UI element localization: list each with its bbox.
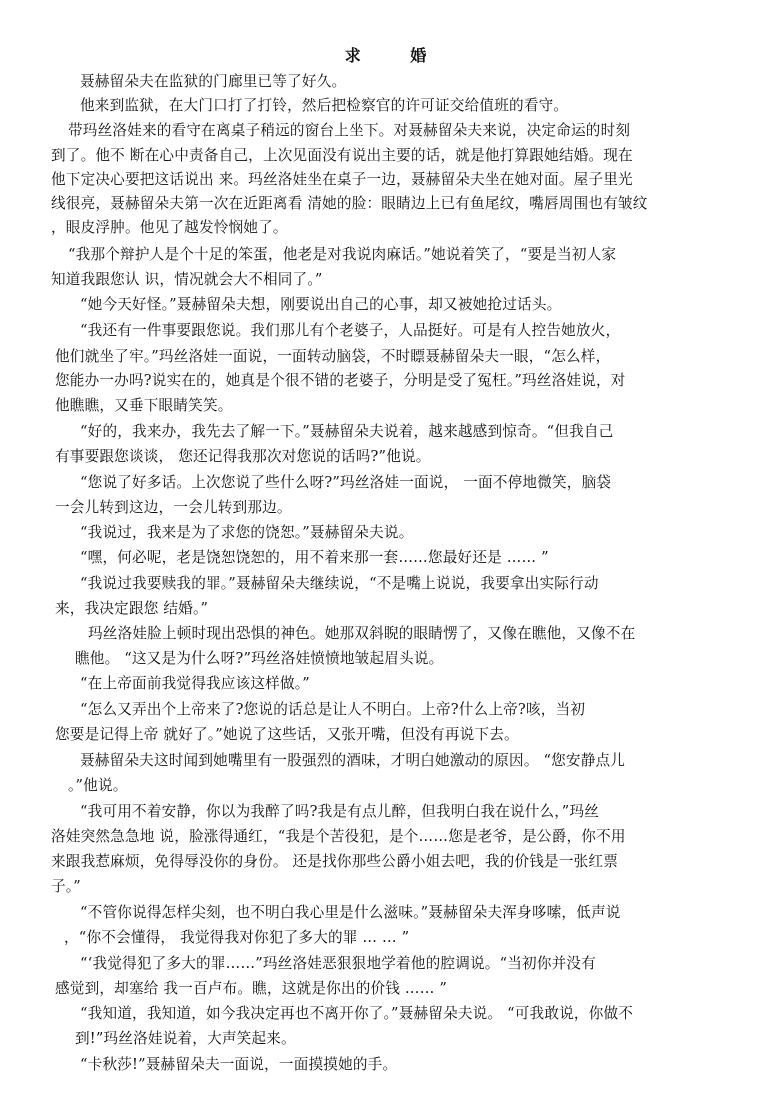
text-line: “‘我觉得犯了多大的罪……”玛丝洛娃恶狠狠地学着他的腔调说。“当初你并没有 <box>80 955 597 972</box>
text-line: 他下定决心要把这话说出 来。玛丝洛娃坐在桌子一边，聂赫留朵夫坐在她对面。屋子里光 <box>51 171 633 188</box>
text-line: 到了。他不 断在心中责备自己，上次见面没有说出主要的话，就是他打算跟她结婚。现在 <box>51 147 633 164</box>
text-line: “她今天好怪。”聂赫留朵夫想，刚要说出自己的心事，却又被她抢过话头。 <box>80 296 562 313</box>
text-line: 一会儿转到这边，一会儿转到那边。 <box>55 499 292 516</box>
text-line: 他们就坐了牢。”玛丝洛娃一面说，一面转动脑袋，不时瞟聂赫留朵夫一眼，“怎么样， <box>55 348 611 365</box>
document-title: 求 婚 <box>344 46 449 65</box>
text-line: “怎么又弄出个上帝来了?您说的话总是让人不明白。上帝?什么上帝?咳，当初 <box>80 701 586 718</box>
text-line: “我还有一件事要跟您说。我们那儿有个老婆子，人品挺好。可是有人控告她放火， <box>80 322 621 339</box>
text-line: 子。” <box>51 878 81 895</box>
text-line: “我可用不着安静，你以为我醉了吗?我是有点儿醉，但我明白我在说什么，”玛丝 <box>80 803 600 820</box>
text-line: 知道我跟您认 识，情况就会大不相同了。” <box>51 271 323 288</box>
text-line: ，眼皮浮肿。他见了越发怜悯她了。 <box>51 219 288 236</box>
text-line: “不管你说得怎样尖刻，也不明白我心里是什么滋味。”聂赫留朵夫浑身哆嗦，低声说 <box>80 904 621 921</box>
text-line: 聂赫留朵夫在监狱的门廊里已等了好久。 <box>80 73 347 90</box>
text-line: 。”他说。 <box>68 777 128 794</box>
text-line: “好的，我来办，我先去了解一下。”聂赫留朵夫说着，越来越感到惊奇。“但我自己 <box>80 423 614 440</box>
text-line: 玛丝洛娃脸上顿时现出恐惧的神色。她那双斜睨的眼睛愣了，又像在瞧他，又像不在 <box>88 625 636 642</box>
text-line: “卡秋莎!”聂赫留朵夫一面说，一面摸摸她的手。 <box>80 1056 398 1073</box>
text-line: 感觉到，却塞给 我一百卢布。瞧，这就是你出的价钱 …… ” <box>55 980 448 997</box>
text-line: “我说过我要赎我的罪。”聂赫留朵夫继续说，“不是嘴上说说，我要拿出实际行动 <box>80 575 599 592</box>
text-line: 洛娃突然急急地 说，脸涨得通红，“我是个苦役犯，是个……您是老爷，是公爵，你不用 <box>51 828 626 845</box>
text-line: “我说过，我来是为了求您的饶恕。”聂赫留朵夫说。 <box>80 524 414 541</box>
text-line: ，“你不会懂得， 我觉得我对你犯了多大的罪 … … ” <box>64 929 410 946</box>
text-line: “嘿，何必呢，老是饶恕饶恕的，用不着来那一套……您最好还是 …… ” <box>80 549 549 566</box>
text-line: 线很亮，聂赫留朵夫第一次在近距离看 清她的脸：眼睛边上已有鱼尾纹，嘴唇周围也有皱纹 <box>51 195 648 212</box>
text-line: 瞧他。 “这又是为什么呀?”玛丝洛娃愤愤地皱起眉头说。 <box>75 650 444 667</box>
text-line: 您能办一办吗?说实在的，她真是个很不错的老婆子，分明是受了冤枉。”玛丝洛娃说，对 <box>55 372 626 389</box>
text-line: “我那个辩护人是个十足的笨蛋，他老是对我说肉麻话。”她说着笑了，“要是当初人家 <box>68 246 617 263</box>
text-line: 聂赫留朵夫这时闻到她嘴里有一股强烈的酒味，才明白她激动的原因。 “您安静点儿 <box>80 752 626 769</box>
text-line: 有事要跟您谈谈， 您还记得我那次对您说的话吗?”他说。 <box>55 448 431 465</box>
text-line: “在上帝面前我觉得我应该这样做。” <box>80 675 310 692</box>
text-line: 他瞧瞧，又垂下眼睛笑笑。 <box>55 397 233 414</box>
text-line: “您说了好多话。上次您说了些什么呀?”玛丝洛娃一面说， 一面不停地微笑，脑袋 <box>80 474 612 491</box>
text-line: 您要是记得上帝 就好了。”她说了这些话，又张开嘴，但没有再说下去。 <box>55 726 519 743</box>
text-line: 带玛丝洛娃来的看守在离桌子稍远的窗台上坐下。对聂赫留朵夫来说，决定命运的时刻 <box>68 122 631 139</box>
text-line: 来跟我惹麻烦，免得辱没你的身份。 还是找你那些公爵小姐去吧，我的价钱是一张红票 <box>51 853 619 870</box>
text-line: 他来到监狱，在大门口打了打铃，然后把检察官的许可证交给值班的看守。 <box>80 97 569 114</box>
text-line: “我知道，我知道，如今我决定再也不离开你了。”聂赫留朵夫说。 “可我敢说，你做不 <box>80 1005 634 1022</box>
text-line: 到!”玛丝洛娃说着，大声笑起来。 <box>75 1030 296 1047</box>
text-line: 来，我决定跟您 结婚。” <box>55 600 209 617</box>
